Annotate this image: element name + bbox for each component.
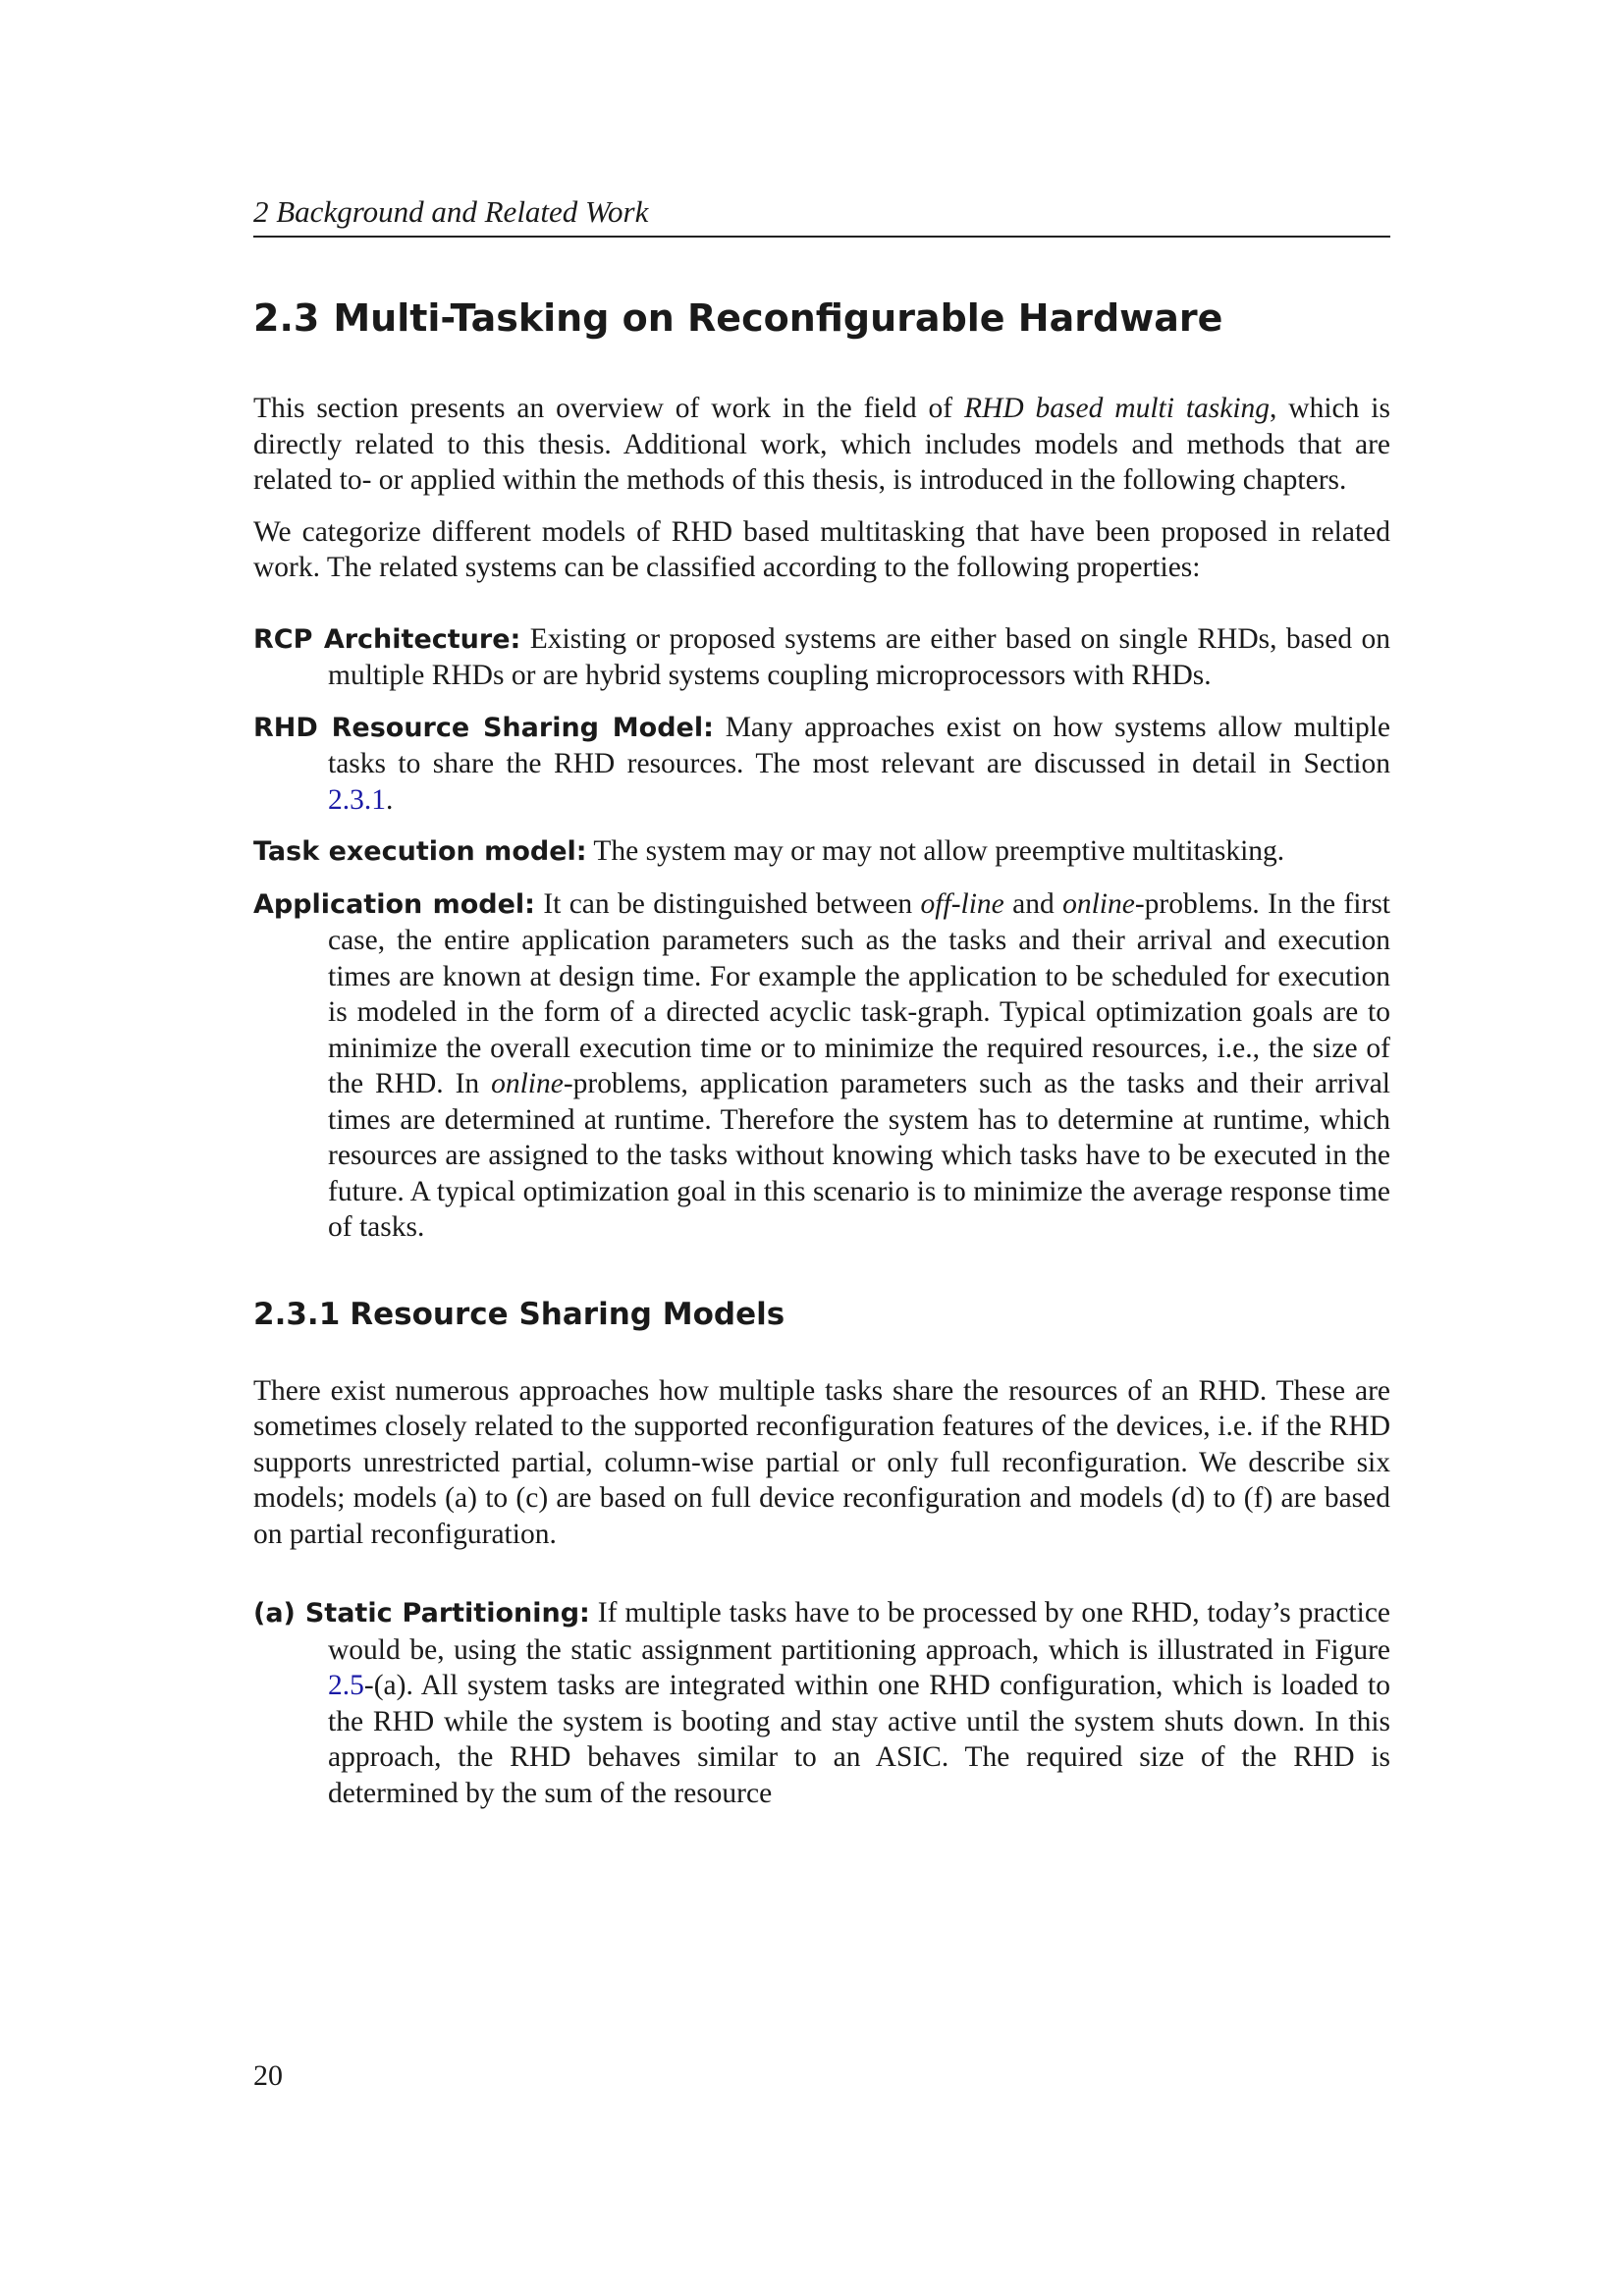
figure-reference-link[interactable]: 2.5 [328,1670,364,1701]
model-text: If multiple tasks have to be processed by one RHD, today’s practice would be, using the static assignment partitioning approach, which is illustrated in Figure [328,1597,1391,1666]
emphasis-online: online [1062,887,1135,920]
running-head: 2 Background and Related Work [253,192,1390,238]
intro-emphasis: RHD based multi tasking [964,393,1271,424]
models-list [253,1595,1390,1811]
model-static-partitioning [253,1595,1390,1811]
subsection-title: Resource Sharing Models [350,1296,785,1332]
page-number: 20 [253,2059,283,2092]
property-term: Task execution model: [253,836,587,867]
section-heading [253,294,1390,342]
property-text: Many approaches exist on how systems allow multiple tasks to share the RHD resources. The most relevant are discussed in detail in Section [328,711,1390,779]
intro-text-2: , which is directly related to this thesis. Additional work, which includes models and methods that are related to- or applied within the methods of this thesis, is introduced in the following chapters. [253,393,1390,496]
page-body [253,192,1390,1827]
properties-list [253,621,1390,1246]
intro-paragraph-2: We categorize different models of RHD based multitasking that have been proposed in related work. The related systems can be classified according to the following properties: [253,515,1390,583]
property-rcp-architecture [253,621,1390,694]
property-term: RHD Resource Sharing Model: [253,712,714,743]
intro-paragraph-1 [253,391,1390,499]
property-text: -problems, application parameters such as the tasks and their arrival times are determined at runtime. Therefore the system has to determine at runtime, which resources are assigned to the tasks without knowing which tasks have to be executed in the future. A typical optimization goal in this scenario is to minimize the average response time of tasks. [328,1068,1390,1243]
emphasis-online: online [491,1068,564,1099]
subsection-paragraph: There exist numerous approaches how multiple tasks share the resources of an RHD. These are sometimes closely related to the supported reconfiguration features of the devices, i.e. if the RHD supports unrestricted partial, column-wise partial or only full reconfiguration. We describe six models; models (a) to (c) are based on full device reconfiguration and models (d) to (f) are based on partial reconfiguration. [253,1374,1390,1550]
property-text: -problems. In the first case, the entire application parameters such as the tasks and their arrival and execution times are known at design time. For example the application to be scheduled for execution is modeled in the form of a directed acyclic task-graph. Typical optimization goals are to minimize the overall execution time or to minimize the required resources, i.e., the size of the RHD. In [328,887,1391,1099]
intro-text-1: This section presents an overview of work in the field of [253,393,965,424]
property-text: The system may or may not allow preemptive multitasking. [586,835,1285,867]
model-term: (a) Static Partitioning: [253,1598,590,1629]
section-number: 2.3 [253,296,320,340]
property-text: It can be distinguished between [534,887,921,920]
subsection-number: 2.3.1 [253,1296,341,1332]
property-task-execution-model [253,833,1390,871]
model-text: -(a). All system tasks are integrated within one RHD configuration, which is loaded to the RHD while the system is booting and stay active until the system shuts down. In this approach, the RHD behaves similar to an ASIC. The required size of the RHD is determined by the sum of the resource [328,1670,1390,1809]
subsection-heading [253,1295,1390,1334]
section-reference-link[interactable]: 2.3.1 [328,783,386,816]
emphasis-offline: off-line [920,887,1004,920]
property-text-end: . [386,783,394,816]
property-rhd-resource-sharing [253,710,1390,819]
property-text: Existing or proposed systems are either based on single RHDs, based on multiple RHDs or are hybrid systems coupling microprocessors with RHDs. [328,622,1391,691]
section-title: Multi-Tasking on Reconfigurable Hardware [333,296,1223,340]
property-application-model [253,886,1390,1246]
property-text: and [1003,887,1063,920]
property-term: RCP Architecture: [253,623,521,655]
property-term: Application model: [253,888,535,920]
